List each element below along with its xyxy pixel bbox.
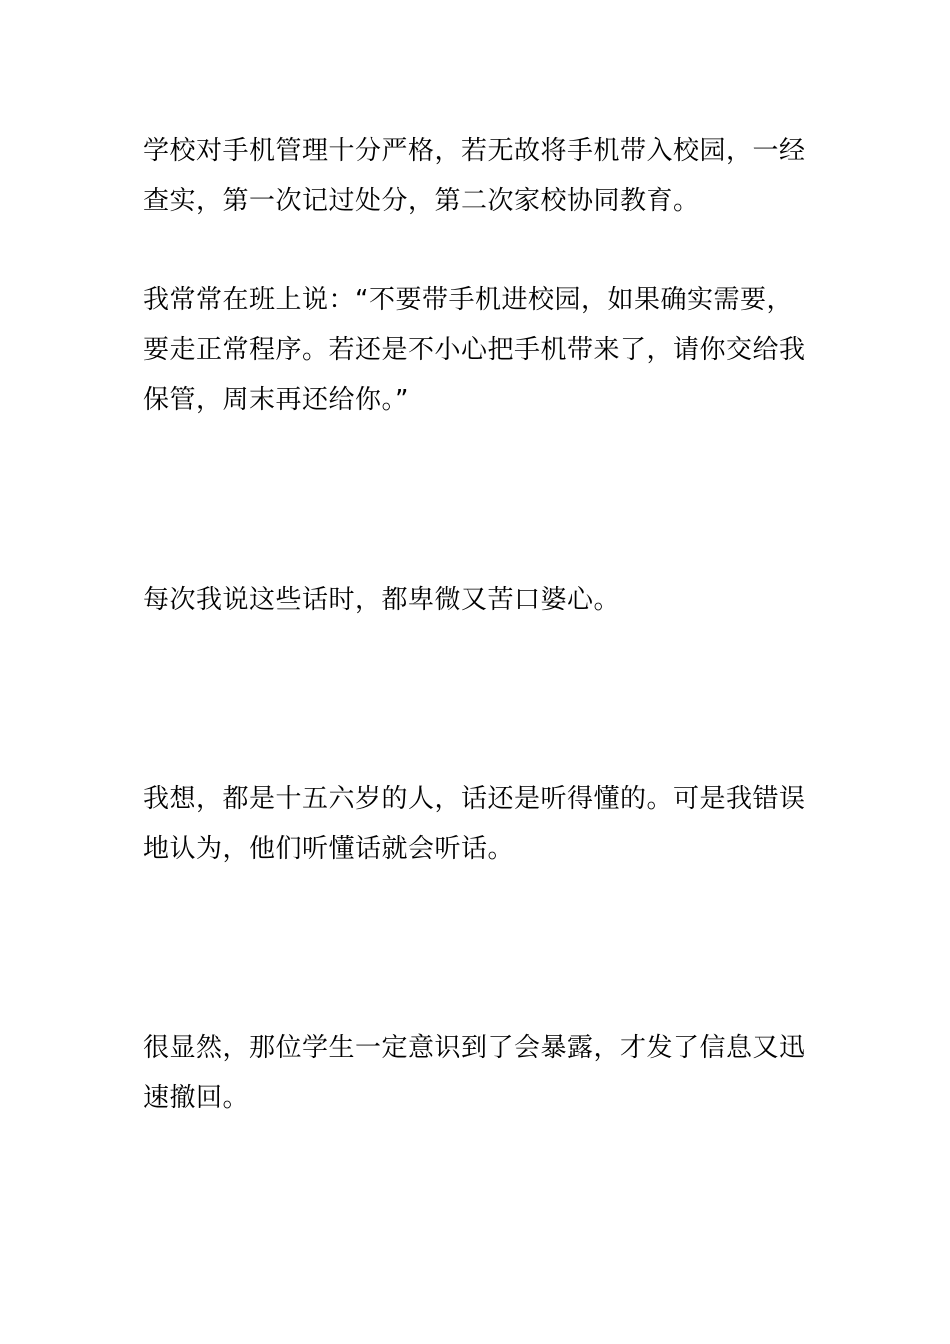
paragraph-2: 我常常在班上说：“不要带手机进校园，如果确实需要，要走正常程序。若还是不小心把手机带来了，请你交给我保管，周末再还给你。” <box>143 285 806 415</box>
paragraph-5: 很显然，那位学生一定意识到了会暴露，才发了信息又迅速撤回。 <box>143 1033 806 1113</box>
paragraph-3: 每次我说这些话时，都卑微又苦口婆心。 <box>143 585 621 615</box>
paragraph-4: 我想，都是十五六岁的人，话还是听得懂的。可是我错误地认为，他们听懂话就会听话。 <box>143 784 806 864</box>
paragraph-1: 学校对手机管理十分严格，若无故将手机带入校园，一经查实，第一次记过处分，第二次家校协同教育。 <box>143 136 806 216</box>
